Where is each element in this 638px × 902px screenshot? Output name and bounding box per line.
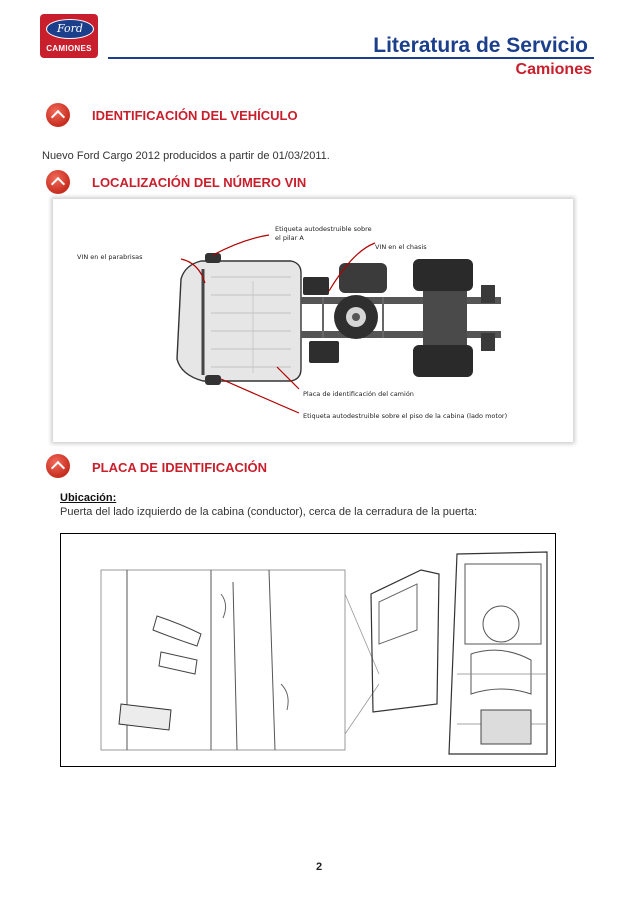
label-id-plate: Placa de identificación del camión: [303, 390, 414, 398]
label-sticker-pillar-line2: el pilar A: [275, 234, 304, 242]
chevron-up-icon: [46, 170, 70, 194]
header-title: Literatura de Servicio: [373, 34, 588, 57]
section-title-id-plate: PLACA DE IDENTIFICACIÓN: [92, 460, 268, 475]
cab-door-illustration: [61, 534, 555, 766]
intro-text: Nuevo Ford Cargo 2012 producidos a partir de 01/03/2011.: [42, 150, 330, 162]
location-label: Ubicación:: [60, 492, 117, 504]
page-number: 2: [315, 861, 323, 873]
vin-location-figure: [53, 199, 573, 442]
door-plate-figure: [60, 533, 556, 767]
header-divider: [108, 57, 594, 59]
label-vin-windshield: VIN en el parabrisas: [77, 253, 143, 261]
chevron-up-icon: [46, 454, 70, 478]
section-title-vin-location: LOCALIZACIÓN DEL NÚMERO VIN: [92, 175, 307, 190]
header-subtitle: Camiones: [515, 61, 592, 78]
ford-logo-oval: Ford: [46, 19, 94, 39]
chevron-up-icon: [46, 103, 70, 127]
label-sticker-pillar-line1: Etiqueta autodestruible sobre: [275, 225, 372, 233]
section-title-vehicle-id: IDENTIFICACIÓN DEL VEHÍCULO: [92, 108, 298, 123]
label-sticker-floor: Etiqueta autodestruible sobre el piso de la cabina (lado motor): [303, 412, 508, 420]
truck-top-view-illustration: [53, 199, 573, 442]
logo-label: CAMIONES: [46, 44, 92, 53]
label-vin-chassis: VIN en el chasis: [375, 243, 427, 251]
location-text: Puerta del lado izquierdo de la cabina (conductor), cerca de la cerradura de la puerta:: [60, 506, 478, 518]
ford-camiones-logo: [40, 14, 98, 58]
